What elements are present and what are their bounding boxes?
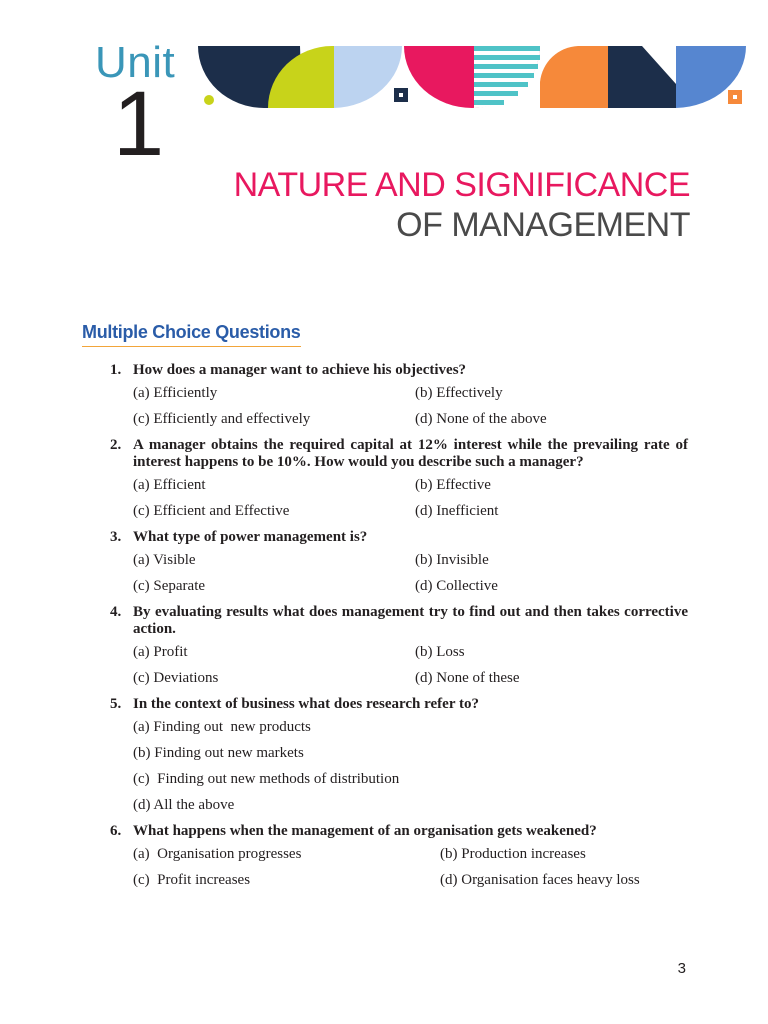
option-b: (b) Effectively bbox=[415, 385, 503, 401]
option-d: (d) Inefficient bbox=[415, 503, 499, 519]
option-a: (a) Efficient bbox=[133, 477, 206, 493]
option-c: (c) Efficient and Effective bbox=[133, 503, 290, 519]
unit-number: 1 bbox=[113, 73, 165, 175]
option-d: (d) All the above bbox=[133, 797, 235, 813]
page-number: 3 bbox=[677, 960, 686, 977]
option-c: (c) Separate bbox=[133, 578, 206, 594]
light-blue-shape bbox=[334, 46, 402, 108]
navy-trapezoid-shape bbox=[608, 46, 676, 108]
option-c: (c) Deviations bbox=[133, 670, 219, 686]
option-a: (a) Efficiently bbox=[133, 385, 218, 401]
question-text: By evaluating results what does management try to find out and then takes corrective action. bbox=[133, 604, 688, 637]
option-a: (a) Finding out new products bbox=[133, 719, 311, 735]
decorative-shape-banner bbox=[198, 44, 746, 114]
option-d: (d) Organisation faces heavy loss bbox=[440, 872, 640, 888]
option-b: (b) Invisible bbox=[415, 552, 489, 568]
option-a: (a) Organisation progresses bbox=[133, 846, 302, 862]
question-text: What type of power management is? bbox=[133, 529, 368, 545]
question-4 bbox=[110, 604, 688, 687]
question-text: What happens when the management of an organisation gets weakened? bbox=[133, 823, 597, 839]
question-number: 6. bbox=[110, 823, 122, 839]
option-c: (c) Profit increases bbox=[133, 872, 251, 888]
options bbox=[110, 846, 688, 889]
option-b: (b) Effective bbox=[415, 477, 491, 493]
question-3 bbox=[110, 529, 688, 595]
option-c: (c) Efficiently and effectively bbox=[133, 411, 311, 427]
question-list bbox=[110, 362, 688, 898]
options bbox=[110, 719, 688, 814]
striped-aqua-shape bbox=[474, 46, 540, 108]
option-a: (a) Profit bbox=[133, 644, 188, 660]
options bbox=[110, 477, 688, 520]
section-heading: Multiple Choice Questions bbox=[82, 322, 301, 347]
question-text: How does a manager want to achieve his objectives? bbox=[133, 362, 467, 378]
question-text: A manager obtains the required capital at 12% interest while the prevailing rate of interest happens to be 10%. How would you describe such a manager? bbox=[133, 437, 688, 470]
chapter-title-line1: NATURE AND SIGNIFICANCE bbox=[233, 166, 690, 204]
question-6 bbox=[110, 823, 688, 889]
question-1 bbox=[110, 362, 688, 428]
question-number: 1. bbox=[110, 362, 122, 378]
option-b: (b) Production increases bbox=[440, 846, 586, 862]
options bbox=[110, 385, 688, 428]
orange-shape bbox=[540, 46, 608, 108]
options bbox=[110, 552, 688, 595]
question-number: 5. bbox=[110, 696, 122, 712]
option-d: (d) None of these bbox=[415, 670, 520, 686]
option-b: (b) Finding out new markets bbox=[133, 745, 304, 761]
option-c: (c) Finding out new methods of distribution bbox=[133, 771, 400, 787]
options bbox=[110, 644, 688, 687]
question-number: 3. bbox=[110, 529, 122, 545]
question-2 bbox=[110, 437, 688, 520]
option-d: (d) Collective bbox=[415, 578, 498, 594]
unit-label: Unit bbox=[95, 38, 176, 87]
chapter-title-line2: OF MANAGEMENT bbox=[396, 206, 690, 244]
option-b: (b) Loss bbox=[415, 644, 465, 660]
question-5 bbox=[110, 696, 688, 814]
question-number: 2. bbox=[110, 437, 122, 453]
option-a: (a) Visible bbox=[133, 552, 196, 568]
question-text: In the context of business what does research refer to? bbox=[133, 696, 479, 712]
option-d: (d) None of the above bbox=[415, 411, 547, 427]
question-number: 4. bbox=[110, 604, 122, 620]
